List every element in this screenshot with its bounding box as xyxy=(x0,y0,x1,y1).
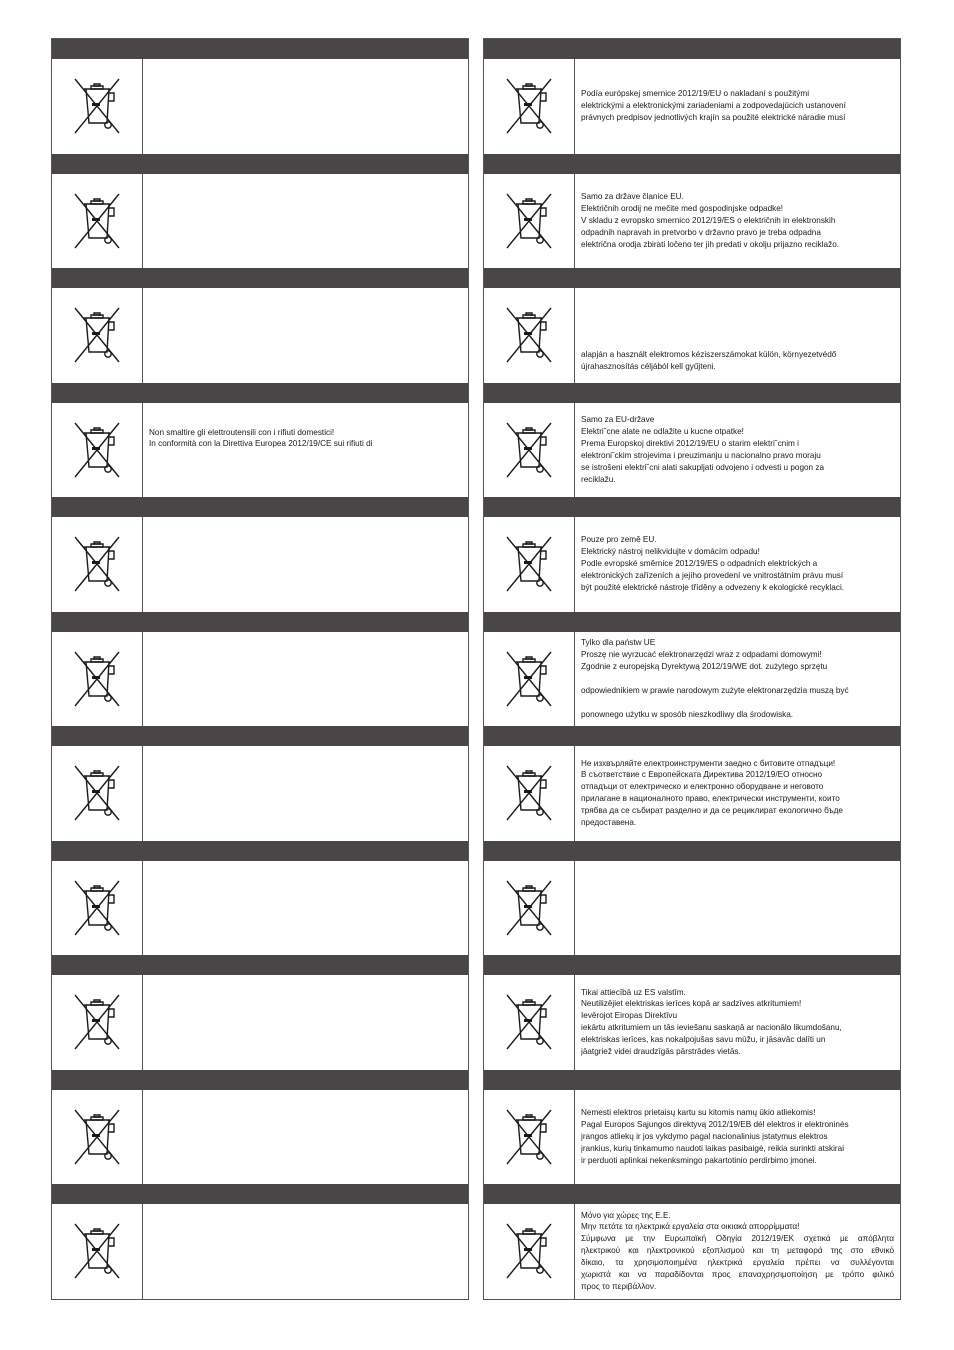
language-header-bar xyxy=(484,841,900,861)
language-header-bar xyxy=(52,1070,468,1090)
notice-line: být použité elektrické nástroje tříděny a odvezeny k ekologické recyklaci. xyxy=(581,583,845,593)
icon-cell xyxy=(484,174,575,269)
notice-row xyxy=(484,1204,900,1299)
notice-line: įrangos atliekų ir jos vykdymo pagal nacionalinius įstatymus elektros xyxy=(581,1131,828,1141)
notice-line: Neutilizējiet elektriskas ierīces kopā ar sadzīves atkritumiem! xyxy=(581,999,802,1009)
notice-line: In conformità con la Direttiva Europea 2012/19/CE sui rifiuti di xyxy=(149,439,373,449)
notice-line: Podle evropské směrnice 2012/19/ES o odpadních elektrických a xyxy=(581,559,818,569)
disposal-notice-block xyxy=(52,726,468,841)
icon-cell xyxy=(52,517,143,612)
notice-line: Prema Europskoj direktivi 2012/19/EU o starim elektri˘cnim i xyxy=(581,438,799,448)
notice-line: Električnih orodij ne mečite med gospodinjske odpadke! xyxy=(581,203,784,213)
notice-row xyxy=(484,288,900,383)
notice-row xyxy=(52,517,468,612)
notice-line: ηλεκτρικού και ηλεκτρονικού εξοπλισμού και τη μεταφορά της στο εθνικό xyxy=(581,1246,894,1256)
icon-cell xyxy=(52,861,143,956)
icon-cell xyxy=(52,288,143,383)
language-header-bar xyxy=(484,497,900,517)
notice-line: elektriskas ierīces, kas nokalpojušas savu mūžu, ir jāsavāc dalīti un xyxy=(581,1035,826,1045)
language-header-bar xyxy=(484,154,900,174)
notice-row xyxy=(484,174,900,269)
notice-row xyxy=(484,861,900,956)
notice-text xyxy=(575,861,900,956)
notice-line: Tylko dla państw UE xyxy=(581,638,656,648)
notice-row xyxy=(52,174,468,269)
notice-text xyxy=(575,975,900,1070)
notice-line: električna orodja zbirati ločeno ter jih predati v okolju prijazno reciklažo. xyxy=(581,239,840,249)
crossed-out-wheelie-bin-icon xyxy=(71,75,123,137)
icon-cell xyxy=(484,746,575,841)
disposal-notice-block xyxy=(484,1184,900,1299)
disposal-notice-block xyxy=(484,841,900,956)
icon-cell xyxy=(52,403,143,498)
notice-line: ir perduoti aplinkai nekenksmingo pakartotinio perdirbimo įmonei. xyxy=(581,1155,817,1165)
disposal-notice-block xyxy=(52,841,468,956)
icon-cell xyxy=(52,746,143,841)
icon-cell xyxy=(52,1090,143,1185)
disposal-notice-block xyxy=(52,955,468,1070)
crossed-out-wheelie-bin-icon xyxy=(503,304,555,366)
language-header-bar xyxy=(484,726,900,746)
crossed-out-wheelie-bin-icon xyxy=(503,1106,555,1168)
icon-cell xyxy=(484,288,575,383)
icon-cell xyxy=(52,59,143,154)
language-header-bar xyxy=(52,383,468,403)
crossed-out-wheelie-bin-icon xyxy=(71,1220,123,1282)
language-header-bar xyxy=(484,612,900,632)
icon-cell xyxy=(484,975,575,1070)
notice-line: προς το περιβάλλον. xyxy=(581,1282,657,1292)
notice-line: įrankius, kurių tinkamumo naudoti laikas pasibaigė, reikia surinkti atskirai xyxy=(581,1143,845,1153)
notice-line: Elektri˘cne alate ne odlažite u kucne otpatke! xyxy=(581,426,744,436)
notice-line: elektrickými a elektronickými zariadeniami a zodpovedajúcich ustanovení xyxy=(581,101,846,111)
notice-line: Zgodnie z europejską Dyrektywą 2012/19/WE dot. zużytego sprzętu xyxy=(581,661,828,671)
crossed-out-wheelie-bin-icon xyxy=(503,648,555,710)
language-header-bar xyxy=(52,154,468,174)
notice-line: odpowiednikiem w prawie narodowym zużyte elektronarzędzia muszą być xyxy=(581,685,849,695)
language-header-bar xyxy=(484,383,900,403)
notice-line: V skladu z evropsko smernico 2012/19/ES o električnih in elektronskih xyxy=(581,215,836,225)
disposal-notice-block xyxy=(484,383,900,498)
disposal-notice-block xyxy=(52,39,468,154)
notice-line: Μην πετάτε τα ηλεκτρικά εργαλεία στα οικιακά απορρίμματα! xyxy=(581,1222,800,1232)
disposal-notice-block xyxy=(484,39,900,154)
notice-text xyxy=(575,1204,900,1299)
crossed-out-wheelie-bin-icon xyxy=(503,877,555,939)
crossed-out-wheelie-bin-icon xyxy=(71,419,123,481)
disposal-notice-block xyxy=(52,383,468,498)
notice-line: Μόνο για χώρες της Ε.Ε. xyxy=(581,1210,671,1220)
language-header-bar xyxy=(52,497,468,517)
icon-cell xyxy=(52,632,143,727)
crossed-out-wheelie-bin-icon xyxy=(71,648,123,710)
notice-row xyxy=(52,59,468,154)
language-header-bar xyxy=(52,612,468,632)
icon-cell xyxy=(484,403,575,498)
notice-line: jāatgriež videi draudzīgās pārstrādes vietās. xyxy=(581,1047,741,1057)
crossed-out-wheelie-bin-icon xyxy=(503,533,555,595)
notice-row xyxy=(52,861,468,956)
language-header-bar xyxy=(484,268,900,288)
disposal-notice-block xyxy=(52,1070,468,1185)
notice-line: χωριστά και να παραδίδονται προς επαναχρησιμοποίηση με τρόπο φιλικό xyxy=(581,1270,894,1280)
notice-row xyxy=(52,288,468,383)
notice-text xyxy=(143,174,468,269)
language-header-bar xyxy=(484,1070,900,1090)
notice-line: elektronických zařízeních a jejího provedení ve vnitrostátním právu musí xyxy=(581,571,844,581)
icon-cell xyxy=(484,59,575,154)
icon-cell xyxy=(484,1090,575,1185)
notice-line: Podía európskej smernice 2012/19/EU o nakladaní s použitými xyxy=(581,89,810,99)
notice-text xyxy=(143,861,468,956)
icon-cell xyxy=(484,861,575,956)
crossed-out-wheelie-bin-icon xyxy=(503,762,555,824)
notice-text xyxy=(143,632,468,727)
notice-row xyxy=(52,746,468,841)
notice-line: právnych predpisov jednotlivých krajín sa použité elektrické náradie musí xyxy=(581,113,846,123)
icon-cell xyxy=(484,517,575,612)
notice-row xyxy=(484,975,900,1070)
notice-line: Pouze pro země EU. xyxy=(581,535,657,545)
notice-line: se istrošeni elektri˘cni alati sakupljati odvojeno i odvesti u pogon za xyxy=(581,462,825,472)
notice-row xyxy=(52,1090,468,1185)
notice-line: трябва да се събират разделно и да се рециклират екологично бъде xyxy=(581,806,843,816)
notice-line: отпадъци от електрическо и електронно оборудване и неговото xyxy=(581,782,824,792)
notice-text xyxy=(143,288,468,383)
notice-line: elektroni˘ckim strojevima i preuzimanju u nacionalno pravo moraju xyxy=(581,450,821,460)
notice-line: В съответствие с Европейската Директива 2012/19/ЕО относно xyxy=(581,770,823,780)
crossed-out-wheelie-bin-icon xyxy=(503,419,555,481)
notice-line: δίκαιο, τα χρησιμοποιημένα ηλεκτρικά εργαλεία πρέπει να συλλέγονται xyxy=(581,1258,894,1268)
notice-text xyxy=(575,174,900,269)
notice-row xyxy=(484,1090,900,1185)
notice-line: újrahasznosítás céljából kell gyűjteni. xyxy=(581,361,716,371)
icon-cell xyxy=(52,174,143,269)
notice-text xyxy=(143,746,468,841)
language-header-bar xyxy=(52,726,468,746)
notice-line: reciklažu. xyxy=(581,474,616,484)
notice-row xyxy=(52,632,468,727)
notice-text xyxy=(575,288,900,383)
right-column xyxy=(483,38,901,1300)
crossed-out-wheelie-bin-icon xyxy=(71,190,123,252)
language-header-bar xyxy=(52,39,468,59)
notice-row xyxy=(484,403,900,498)
notice-row xyxy=(484,746,900,841)
disposal-notice-block xyxy=(52,1184,468,1299)
notice-line: ponownego użytku w sposób nieszkodliwy dla środowiska. xyxy=(581,709,794,719)
notice-line: Proszę nie wyrzucać elektronarzędzi wraz z odpadami domowymi! xyxy=(581,650,822,659)
notice-row xyxy=(484,517,900,612)
language-header-bar xyxy=(52,841,468,861)
notice-line: Tikai attiecībā uz ES valstīm. xyxy=(581,987,686,997)
icon-cell xyxy=(52,975,143,1070)
notice-line: прилагане в националното право, електрически инструменти, които xyxy=(581,794,840,804)
notice-text xyxy=(575,517,900,612)
disposal-notice-block xyxy=(484,154,900,269)
notice-text xyxy=(143,975,468,1070)
notice-line xyxy=(581,697,894,709)
notice-line: Nemesti elektros prietaisų kartu su kitomis namų ūkio atliekomis! xyxy=(581,1107,816,1117)
icon-cell xyxy=(52,1204,143,1299)
notice-text xyxy=(143,59,468,154)
notice-line: Non smaltire gli elettroutensili con i rifiuti domestici! xyxy=(149,427,335,437)
disposal-notice-block xyxy=(484,955,900,1070)
disposal-notice-block xyxy=(52,497,468,612)
notice-text xyxy=(575,59,900,154)
crossed-out-wheelie-bin-icon xyxy=(503,190,555,252)
notice-row xyxy=(52,403,468,498)
language-header-bar xyxy=(484,39,900,59)
disposal-notice-block xyxy=(52,154,468,269)
disposal-notice-block xyxy=(484,726,900,841)
notice-line: odpadnih napravah in pretvorbo v državno pravo je treba odpadna xyxy=(581,227,821,237)
language-header-bar xyxy=(484,955,900,975)
notice-line xyxy=(581,673,894,685)
icon-cell xyxy=(484,1204,575,1299)
disposal-notice-block xyxy=(484,612,900,727)
crossed-out-wheelie-bin-icon xyxy=(71,304,123,366)
notice-text xyxy=(575,1090,900,1185)
language-header-bar xyxy=(52,268,468,288)
notice-line: Elektrický nástroj nelikvidujte v domácím odpadu! xyxy=(581,547,760,557)
notice-text xyxy=(575,632,900,727)
icon-cell xyxy=(484,632,575,727)
notice-row xyxy=(52,1204,468,1299)
disposal-notice-block xyxy=(52,268,468,383)
crossed-out-wheelie-bin-icon xyxy=(71,877,123,939)
notice-line: предоставена. xyxy=(581,818,637,828)
notice-line: Σύμφωνα με την Ευρωπαϊκή Οδηγία 2012/19/ΕΚ σχετικά με απόβλητα xyxy=(581,1234,894,1244)
language-header-bar xyxy=(484,1184,900,1204)
notice-line: Pagal Europos Sąjungos direktyvą 2012/19/EB dėl elektros ir elektroninės xyxy=(581,1119,849,1129)
notice-row xyxy=(484,59,900,154)
language-header-bar xyxy=(52,1184,468,1204)
language-header-bar xyxy=(52,955,468,975)
crossed-out-wheelie-bin-icon xyxy=(71,762,123,824)
crossed-out-wheelie-bin-icon xyxy=(503,1220,555,1282)
crossed-out-wheelie-bin-icon xyxy=(71,991,123,1053)
disposal-notice-block xyxy=(484,497,900,612)
notice-text xyxy=(143,517,468,612)
notice-text xyxy=(143,1090,468,1185)
notice-text xyxy=(143,403,468,498)
crossed-out-wheelie-bin-icon xyxy=(71,533,123,595)
notice-line: iekārtu atkritumiem un tās ieviešanu saskaņā ar nacionālo likumdošanu, xyxy=(581,1023,842,1033)
crossed-out-wheelie-bin-icon xyxy=(503,991,555,1053)
notice-row xyxy=(52,975,468,1070)
notice-line: alapján a használt elektromos kéziszerszámokat külön, környezetvédő xyxy=(581,349,837,359)
disposal-notice-block xyxy=(484,268,900,383)
notice-row xyxy=(484,632,900,727)
disposal-notice-block xyxy=(52,612,468,727)
notice-line: Samo za države članice EU. xyxy=(581,191,684,201)
notice-text xyxy=(575,746,900,841)
notice-text xyxy=(575,403,900,498)
left-column xyxy=(51,38,469,1300)
notice-line: Не изхвърляйте електроинструменти заедно с битовите отпадъци! xyxy=(581,758,836,768)
notice-line: Ievērojot Eiropas Direktīvu xyxy=(581,1011,678,1021)
crossed-out-wheelie-bin-icon xyxy=(71,1106,123,1168)
notice-line: Samo za EU-države xyxy=(581,415,655,425)
notice-text xyxy=(143,1204,468,1299)
disposal-notice-block xyxy=(484,1070,900,1185)
crossed-out-wheelie-bin-icon xyxy=(503,75,555,137)
